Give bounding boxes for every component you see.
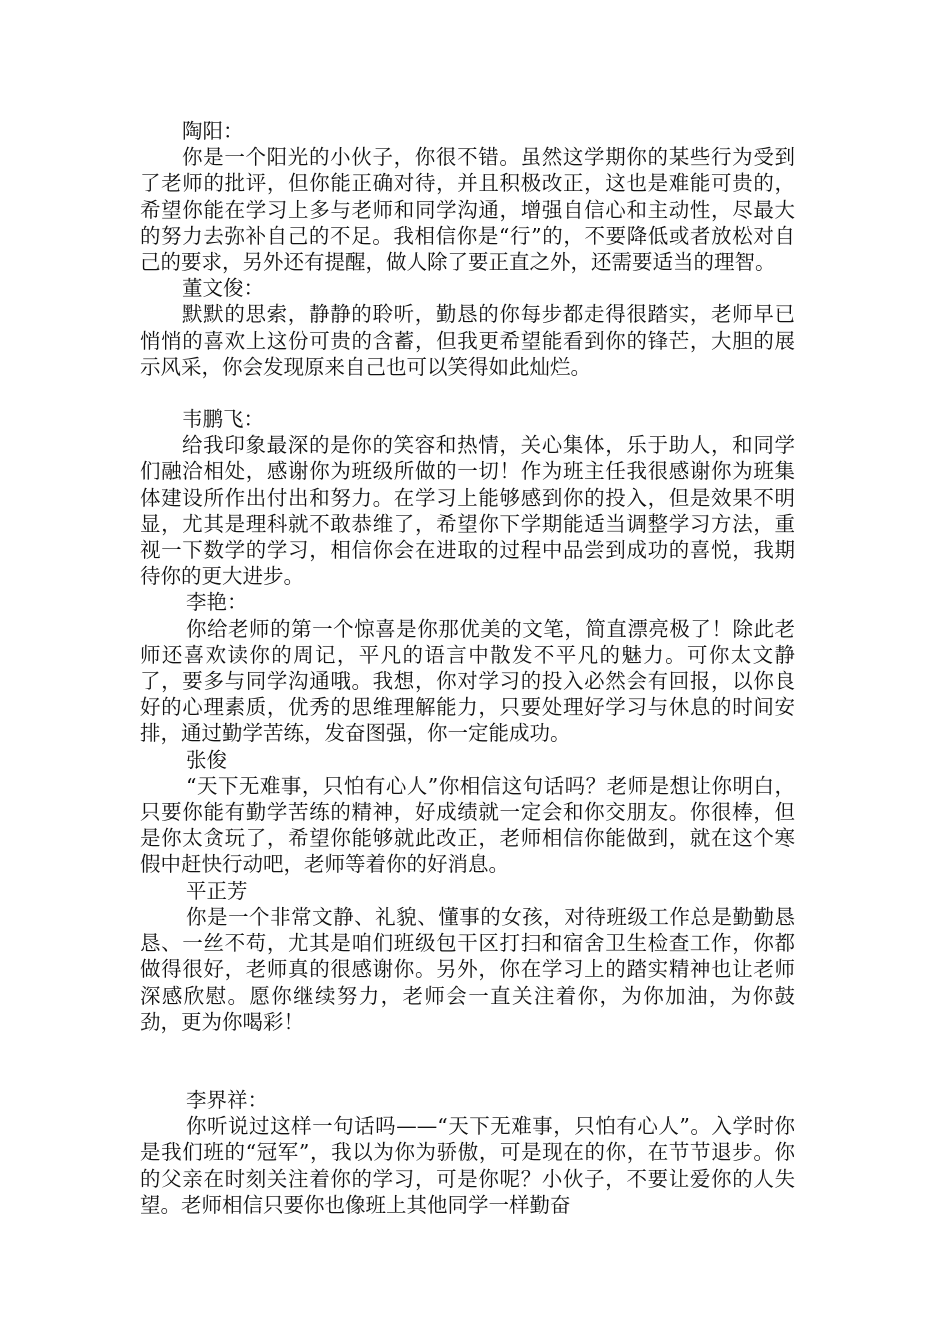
comment-paragraph: 你给老师的第一个惊喜是你那优美的文笔，简直漂亮极了！除此老师还喜欢读你的周记，平凡的语言中散发不平凡的魅力。可你太文静了，要多与同学沟通哦。我想，你对学习的投入必然会有回报，以你良好的心理素质，优秀的思维理解能力，只要处理好学习与休息的时间安排，通过勤学苦练，发奋图强，你一定能成功。	[140, 616, 795, 746]
comment-paragraph: “天下无难事，只怕有心人”你相信这句话吗？老师是想让你明白，只要你能有勤学苦练的精神，好成绩就一定会和你交朋友。你很棒，但是你太贪玩了，希望你能够就此改正，老师相信你能做到，就在这个寒假中赶快行动吧，老师等着你的好消息。	[140, 773, 795, 877]
document-page	[140, 118, 795, 1218]
comment-paragraph: 你是一个非常文静、礼貌、懂事的女孩，对待班级工作总是勤勤恳恳、一丝不苟，尤其是咱们班级包干区打扫和宿舍卫生检查工作，你都做得很好，老师真的很感谢你。另外，你在学习上的踏实精神也让老师深感欣慰。愿你继续努力，老师会一直关注着你，为你加油，为你鼓劲，更为你喝彩！	[140, 904, 795, 1034]
blank-line	[140, 1035, 795, 1087]
student-name: 陶阳：	[182, 119, 244, 143]
student-name: 李艳：	[186, 590, 248, 615]
comment-paragraph: 你听说过这样一句话吗——“天下无难事，只怕有心人”。入学时你是我们班的“冠军”，我以为你为骄傲，可是现在的你，在节节退步。你的父亲在时刻关注着你的学习，可是你呢？小伙子，不要让爱你的人失望。老师相信只要你也像班上其他同学一样勤奋	[140, 1114, 795, 1217]
blank-line	[140, 380, 795, 406]
comment-paragraph: 默默的思索，静静的聆听，勤恳的你每步都走得很踏实，老师早已悄悄的喜欢上这份可贵的含蓄，但我更希望能看到你的锋芒，大胆的展示风采，你会发现原来自己也可以笑得如此灿烂。	[140, 302, 795, 379]
student-name: 董文俊：	[182, 276, 264, 301]
student-name: 李界祥：	[186, 1087, 268, 1112]
student-name: 张俊	[186, 747, 227, 772]
comment-paragraph: 给我印象最深的是你的笑容和热情，关心集体，乐于助人，和同学们融洽相处，感谢你为班级所做的一切！作为班主任我很感谢你为班集体建设所作出付出和努力。在学习上能够感到你的投入，但是效果不明显，尤其是理科就不敢恭维了，希望你下学期能适当调整学习方法，重视一下数学的学习，相信你会在进取的过程中品尝到成功的喜悦，我期待你的更大进步。	[140, 433, 795, 589]
student-name: 平正芳	[186, 878, 248, 903]
comment-paragraph: 你是一个阳光的小伙子，你很不错。虽然这学期你的某些行为受到了老师的批评，但你能正确对待，并且积极改正，这也是难能可贵的，希望你能在学习上多与老师和同学沟通，增强自信心和主动性，尽最大的努力去弥补自己的不足。我相信你是“行”的，不要降低或者放松对自己的要求，另外还有提醒，做人除了要正直之外，还需要适当的理智。	[140, 145, 795, 275]
student-name: 韦鹏飞：	[182, 407, 264, 432]
